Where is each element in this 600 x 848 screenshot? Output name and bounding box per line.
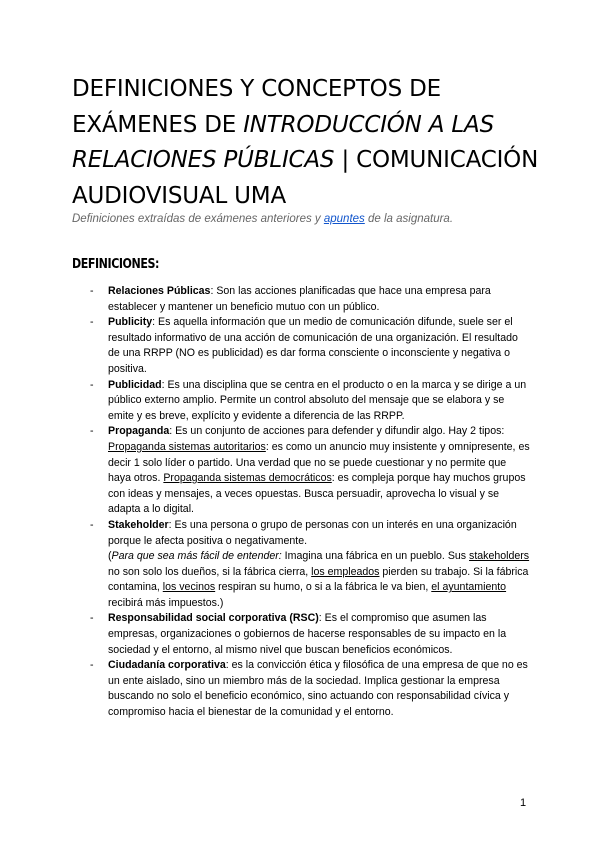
definition-text: : Es un conjunto de acciones para defender y difundir algo. Hay 2 tipos: <box>169 425 505 438</box>
subtitle-text-end: de la asignatura. <box>364 213 454 225</box>
definition-item <box>72 378 532 425</box>
definition-text: Imagina una fábrica en un pueblo. Sus <box>281 550 470 563</box>
definition-term: Relaciones Públicas <box>108 285 211 297</box>
definition-item <box>72 424 532 518</box>
definition-text: : es compleja porque hay muchos grupos con ideas y mensajes, a veces opuestas. Busca persuadir, aprovecha lo visual y se adapta a lo digital. <box>108 472 526 516</box>
bullet-dash: - <box>90 518 94 531</box>
definition-item <box>72 611 532 658</box>
definition-term: Responsabilidad social corporativa (RSC) <box>108 612 319 625</box>
definition-text: recibirá más impuestos.) <box>108 596 224 609</box>
definition-term: Publicidad <box>108 378 162 391</box>
definition-text: : Es aquella información que un medio de comunicación difunde, suele ser el resultado informativo de una acción de comunicación de una organización. El resultado de una RRPP (NO es publicidad) es dar forma consciente o inconsciente y negativa o positiva. <box>108 316 518 375</box>
underlined-term: stakeholders <box>469 550 530 563</box>
definition-term: Ciudadanía corporativa <box>108 659 226 672</box>
paren-open: ( <box>108 550 112 563</box>
definitions-list <box>72 284 532 721</box>
page-number: 1 <box>520 797 527 809</box>
document-subtitle <box>72 213 542 225</box>
definition-text: : es la convicción ética y filosófica de una empresa de que no es un ente aislado, sino un miembro más de la sociedad. Implica gestionar la empresa buscando no solo el beneficio económico, sino actuando con responsabilidad cívica y compromiso hacia el bienestar de la comunidad y el entorno. <box>108 659 528 719</box>
definition-text: : Es una disciplina que se centra en el producto o en la marca y se dirige a un público externo amplio. Permite un control absoluto del mensaje que se elabora y se emite y es breve, explícito y evidente a diferencia de las RRPP. <box>108 378 527 422</box>
underlined-term: Propaganda sistemas autoritarios <box>108 440 266 453</box>
bullet-dash: - <box>90 285 94 297</box>
underlined-term: los vecinos <box>162 581 216 594</box>
underlined-term: el ayuntamiento <box>431 581 507 594</box>
definition-item <box>72 284 532 315</box>
underlined-term: Propaganda sistemas democráticos <box>163 472 332 485</box>
apuntes-link[interactable]: apuntes <box>323 213 365 225</box>
title-part-3: | COMUNICACIÓN AUDIOVISUAL UMA <box>72 147 539 209</box>
title-part-1: DEFINICIONES Y CONCEPTOS DE EXÁMENES DE <box>72 76 441 138</box>
definition-text: : Es una persona o grupo de personas con un interés en una organización porque le afecta positiva o negativamente. <box>108 518 517 547</box>
definition-text: no son solo los dueños, si la fábrica cierra, <box>108 565 312 578</box>
bullet-dash: - <box>90 378 94 391</box>
subtitle-text: Definiciones extraídas de exámenes anteriores y <box>72 213 324 225</box>
definition-text: pierden su trabajo. Si la fábrica contamina, <box>108 565 529 594</box>
definition-text: respiran su humo, o si a la fábrica le va bien, <box>215 581 432 594</box>
definition-item <box>72 518 532 612</box>
hint-text: Para que sea más fácil de entender: <box>111 550 282 563</box>
document-title <box>72 72 542 214</box>
bullet-dash: - <box>90 425 94 438</box>
title-course-name: INTRODUCCIÓN A LAS RELACIONES PÚBLICAS <box>72 111 494 173</box>
bullet-dash: - <box>90 316 94 329</box>
definition-text: : es como un anuncio muy insistente y omnipresente, es decir 1 solo líder o partido. Una verdad que no se puede cuestionar y no permite que haya otros. <box>108 440 530 485</box>
definition-text: : Son las acciones planificadas que hace una empresa para establecer y mantener un beneficio mutuo con un público. <box>108 285 491 313</box>
definition-term: Propaganda <box>108 425 170 438</box>
definition-text: : Es el compromiso que asumen las empresas, organizaciones o gobiernos de hacerse responsables de su impacto en la sociedad y el entorno, al mismo nivel que buscan beneficios económicos. <box>108 612 507 656</box>
section-heading: DEFINICIONES: <box>72 257 160 272</box>
definition-term: Stakeholder <box>108 518 169 531</box>
bullet-dash: - <box>90 612 94 625</box>
bullet-dash: - <box>90 659 94 672</box>
underlined-term: los empleados <box>311 565 380 578</box>
definition-item <box>72 315 532 377</box>
definition-term: Publicity <box>108 316 153 329</box>
definition-item <box>72 658 532 720</box>
